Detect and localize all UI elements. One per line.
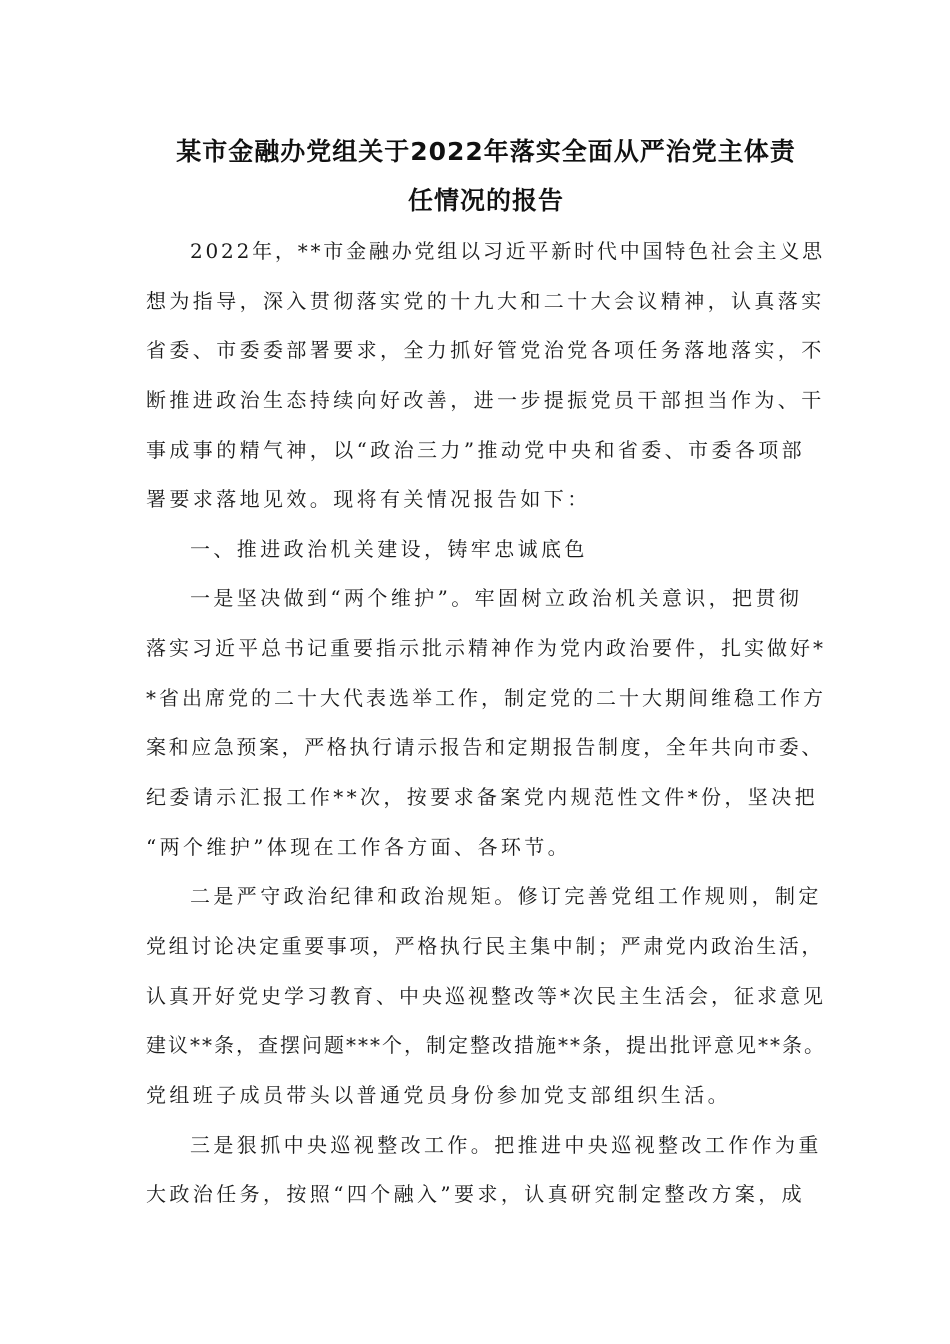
section-heading: 一、推进政治机关建设，铸牢忠诚底色	[190, 536, 588, 561]
body-line: 认真开好党史学习教育、中央巡视整改等*次民主生活会，征求意见	[146, 983, 826, 1008]
body-line: 党组讨论决定重要事项，严格执行民主集中制；严肃党内政治生活，	[146, 933, 824, 958]
document-title-line-2: 任情况的报告	[407, 186, 564, 215]
body-line: 事成事的精气神，以“政治三力”推动党中央和省委、市委各项部	[146, 437, 806, 462]
body-line: 署要求落地见效。现将有关情况报告如下：	[146, 487, 591, 512]
body-line: 三是狠抓中央巡视整改工作。把推进中央巡视整改工作作为重	[190, 1132, 822, 1157]
body-line: 省委、市委委部署要求，全力抓好管党治党各项任务落地落实，不	[146, 338, 825, 363]
body-line: 想为指导，深入贯彻落实党的十九大和二十大会议精神，认真落实	[146, 288, 825, 313]
document-body	[146, 234, 826, 1227]
body-line: “两个维护”体现在工作各方面、各环节。	[146, 834, 572, 859]
body-line: 断推进政治生态持续向好改善，进一步提振党员干部担当作为、干	[146, 387, 825, 412]
body-line: 2022年，**市金融办党组以习近平新时代中国特色社会主义思	[190, 239, 825, 263]
body-line: *省出席党的二十大代表选举工作，制定党的二十大期间维稳工作方	[146, 685, 826, 710]
body-line: 一是坚决做到“两个维护”。牢固树立政治机关意识，把贯彻	[190, 586, 803, 611]
body-line: 纪委请示汇报工作**次，按要求备案党内规范性文件*份，坚决把	[146, 785, 818, 810]
body-line: 建议**条，查摆问题***个，制定整改措施**条，提出批评意见**条。	[146, 1033, 826, 1058]
body-line: 大政治任务，按照“四个融入”要求，认真研究制定整改方案，成	[146, 1182, 806, 1207]
body-line: 二是严守政治纪律和政治规矩。修订完善党组工作规则，制定	[190, 884, 822, 909]
body-line: 党组班子成员带头以普通党员身份参加党支部组织生活。	[146, 1082, 731, 1107]
body-line: 落实习近平总书记重要指示批示精神作为党内政治要件，扎实做好*	[146, 636, 826, 661]
document-title-line-1: 某市金融办党组关于2022年落实全面从严治党主体责	[176, 137, 796, 166]
body-line: 案和应急预案，严格执行请示报告和定期报告制度，全年共向市委、	[146, 735, 824, 760]
